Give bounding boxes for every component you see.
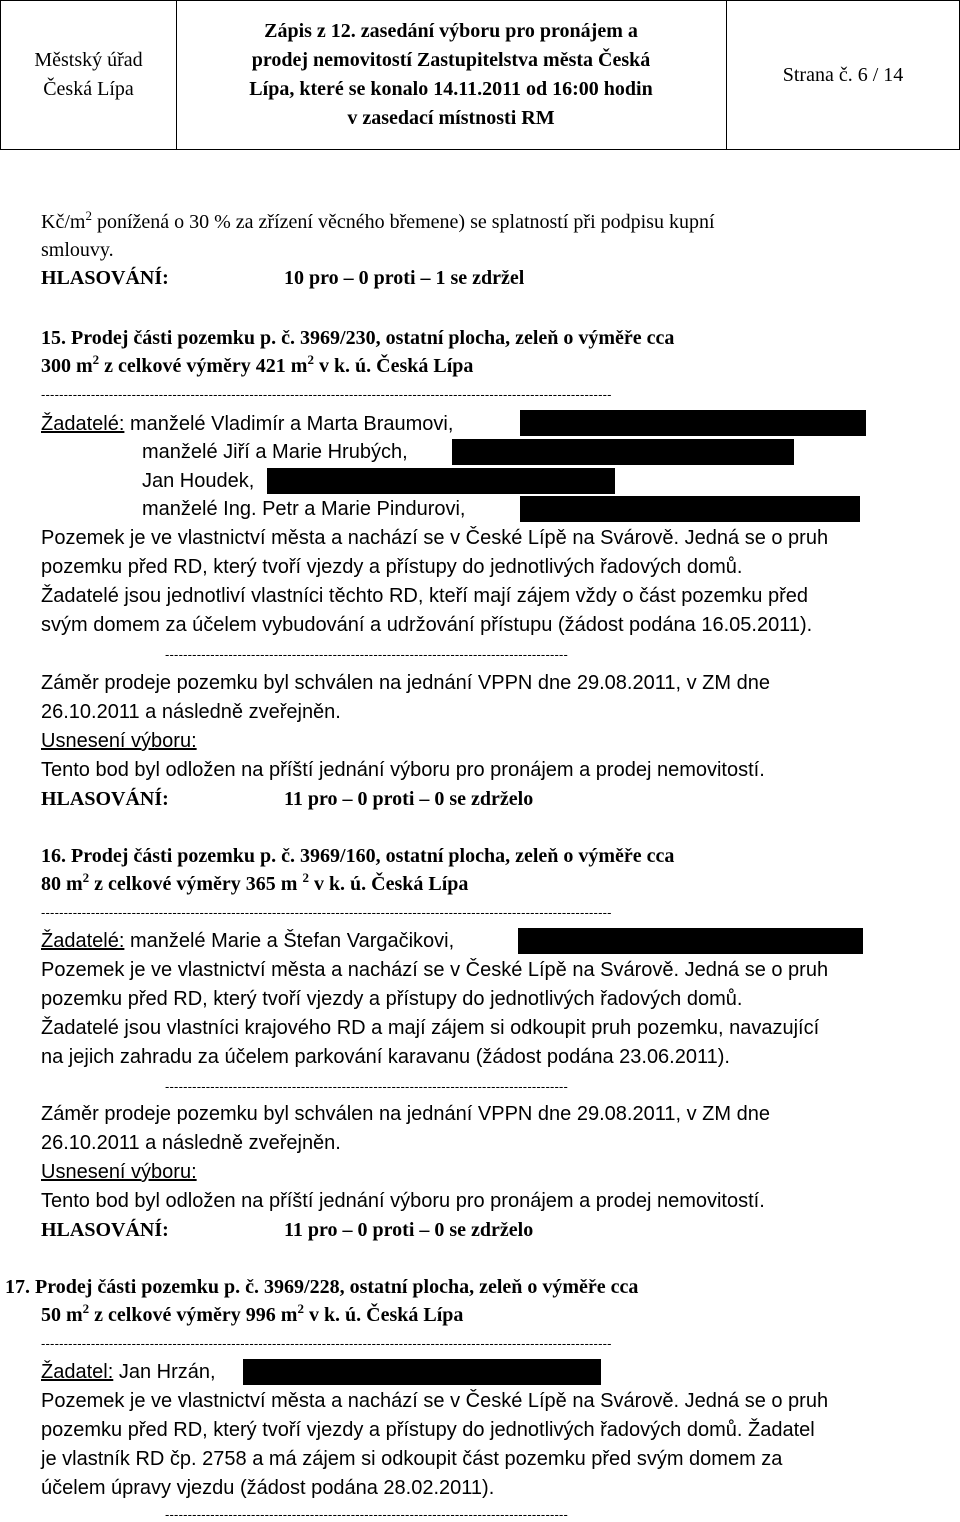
item16-desc-3: Žadatelé jsou vlastníci krajového RD a mají zájem si odkoupit pruh pozemku, navazující (41, 1017, 820, 1039)
item16-applicants: Žadatelé: manželé Marie a Štefan Vargačikovi, (41, 930, 455, 952)
item16-desc-1: Pozemek je ve vlastnictví města a nachází se v České Lípě na Svárově. Jedná se o pruh (41, 959, 829, 981)
title-line-1: Zápis z 12. zasedání výboru pro pronájem a (264, 20, 638, 42)
item16-desc-2: pozemku před RD, který tvoří vjezdy a přístupy do jednotlivých řadových domů. (41, 988, 743, 1010)
title-line-3: Lípa, které se konalo 14.11.2011 od 16:00 hodin (249, 78, 653, 100)
item16-intent-1: Záměr prodeje pozemku byl schválen na jednání VPPN dne 29.08.2011, v ZM dne (41, 1103, 770, 1125)
item15-applicant-2: manželé Jiří a Marie Hrubých, (142, 441, 408, 463)
item15-intent-2: 26.10.2011 a následně zveřejněn. (41, 701, 341, 723)
redaction-bar (520, 410, 866, 436)
header-title (176, 1, 727, 149)
title-line-2: prodej nemovitostí Zastupitelstva města Česká (251, 49, 651, 71)
title-line-4: v zasedací místnosti RM (347, 107, 555, 129)
separator-short: ----------------------------------------------------------------------------------------- (165, 1080, 569, 1094)
separator-long: ------------------------------------------------------------------------------------------------------------------------------ (41, 906, 612, 920)
item16-vote-result: 11 pro – 0 proti – 0 se zdrželo (284, 1219, 534, 1241)
item15-desc-3: Žadatelé jsou jednotliví vlastníci těchto RD, kteří mají zájem vždy o část pozemku před (41, 585, 809, 607)
item17-heading-2: 50 $m^2$ z celkové výměry 996 $m^2$ v k. ú. Česká Lípa (41, 1301, 464, 1326)
intro-line-2: smlouvy. (41, 239, 114, 261)
intro-vote-label: HLASOVÁNÍ: (41, 267, 169, 289)
item17-desc-4: účelem úpravy vjezdu (žádost podána 28.02.2011). (41, 1477, 495, 1499)
item15-vote-label: HLASOVÁNÍ: (41, 788, 169, 810)
page-number: Strana č. 6 / 14 (782, 63, 904, 86)
item17-applicants: Žadatel: Jan Hrzán, (41, 1361, 216, 1383)
item15-heading-1: 15. Prodej části pozemku p. č. 3969/230, ostatní plocha, zeleň o výměře cca (41, 327, 675, 349)
intro-line-1: $Kč/m^2$ ponížená o 30 % za zřízení věcného břemene) se splatností při podpisu kupní (41, 208, 715, 233)
item15-applicant-4: manželé Ing. Petr a Marie Pindurovi, (142, 498, 466, 520)
item15-desc-1: Pozemek je ve vlastnictví města a nachází se v České Lípě na Svárově. Jedná se o pruh (41, 527, 829, 549)
item15-applicants: Žadatelé: manželé Vladimír a Marta Braumovi, (41, 413, 454, 435)
item16-vote-label: HLASOVÁNÍ: (41, 1219, 169, 1241)
header-organization (1, 1, 177, 149)
item16-intent-2: 26.10.2011 a následně zveřejněn. (41, 1132, 341, 1154)
item15-resolution: Tento bod byl odložen na příští jednání výboru pro pronájem a prodej nemovitostí. (41, 759, 765, 781)
item15-heading-2: 300 $m^2$ z celkové výměry 421 $m^2$ v k. ú. Česká Lípa (41, 352, 474, 377)
separator-long: ------------------------------------------------------------------------------------------------------------------------------ (41, 1337, 612, 1351)
item15-desc-2: pozemku před RD, který tvoří vjezdy a přístupy do jednotlivých řadových domů. (41, 556, 743, 578)
item15-applicant-3: Jan Houdek, (142, 470, 255, 492)
item16-resolution-label: Usnesení výboru: (41, 1161, 197, 1183)
separator-short: ----------------------------------------------------------------------------------------- (165, 648, 569, 662)
item15-vote-result: 11 pro – 0 proti – 0 se zdrželo (284, 788, 534, 810)
item15-desc-4: svým domem za účelem vybudování a udržování přístupu (žádost podána 16.05.2011). (41, 614, 813, 636)
redaction-bar (520, 496, 860, 522)
intro-vote-result: 10 pro – 0 proti – 1 se zdržel (284, 267, 525, 289)
item17-desc-1: Pozemek je ve vlastnictví města a nachází se v České Lípě na Svárově. Jedná se o pruh (41, 1390, 829, 1412)
page-header (0, 0, 960, 150)
redaction-bar (243, 1359, 601, 1385)
separator-long: ------------------------------------------------------------------------------------------------------------------------------ (41, 388, 612, 402)
separator-short: ----------------------------------------------------------------------------------------- (165, 1508, 569, 1522)
redaction-bar (452, 439, 794, 465)
item16-heading-2: 80 $m^2$ z celkové výměry 365 m $^2$ v k. ú. Česká Lípa (41, 870, 469, 895)
item17-heading-1: 17. Prodej části pozemku p. č. 3969/228, ostatní plocha, zeleň o výměře cca (5, 1276, 639, 1298)
item16-resolution: Tento bod byl odložen na příští jednání výboru pro pronájem a prodej nemovitostí. (41, 1190, 765, 1212)
org-line-2: Česká Lípa (43, 78, 134, 100)
item16-heading-1: 16. Prodej části pozemku p. č. 3969/160, ostatní plocha, zeleň o výměře cca (41, 845, 675, 867)
item17-desc-3: je vlastník RD čp. 2758 a má zájem si odkoupit část pozemku před svým domem za (41, 1448, 783, 1470)
redaction-bar (518, 928, 863, 954)
item17-desc-2: pozemku před RD, který tvoří vjezdy a přístupy do jednotlivých řadových domů. Žadatel (41, 1419, 815, 1441)
item15-resolution-label: Usnesení výboru: (41, 730, 197, 752)
redaction-bar (267, 468, 615, 494)
item15-intent-1: Záměr prodeje pozemku byl schválen na jednání VPPN dne 29.08.2011, v ZM dne (41, 672, 770, 694)
item16-desc-4: na jejich zahradu za účelem parkování karavanu (žádost podána 23.06.2011). (41, 1046, 730, 1068)
org-line-1: Městský úřad (34, 49, 143, 71)
